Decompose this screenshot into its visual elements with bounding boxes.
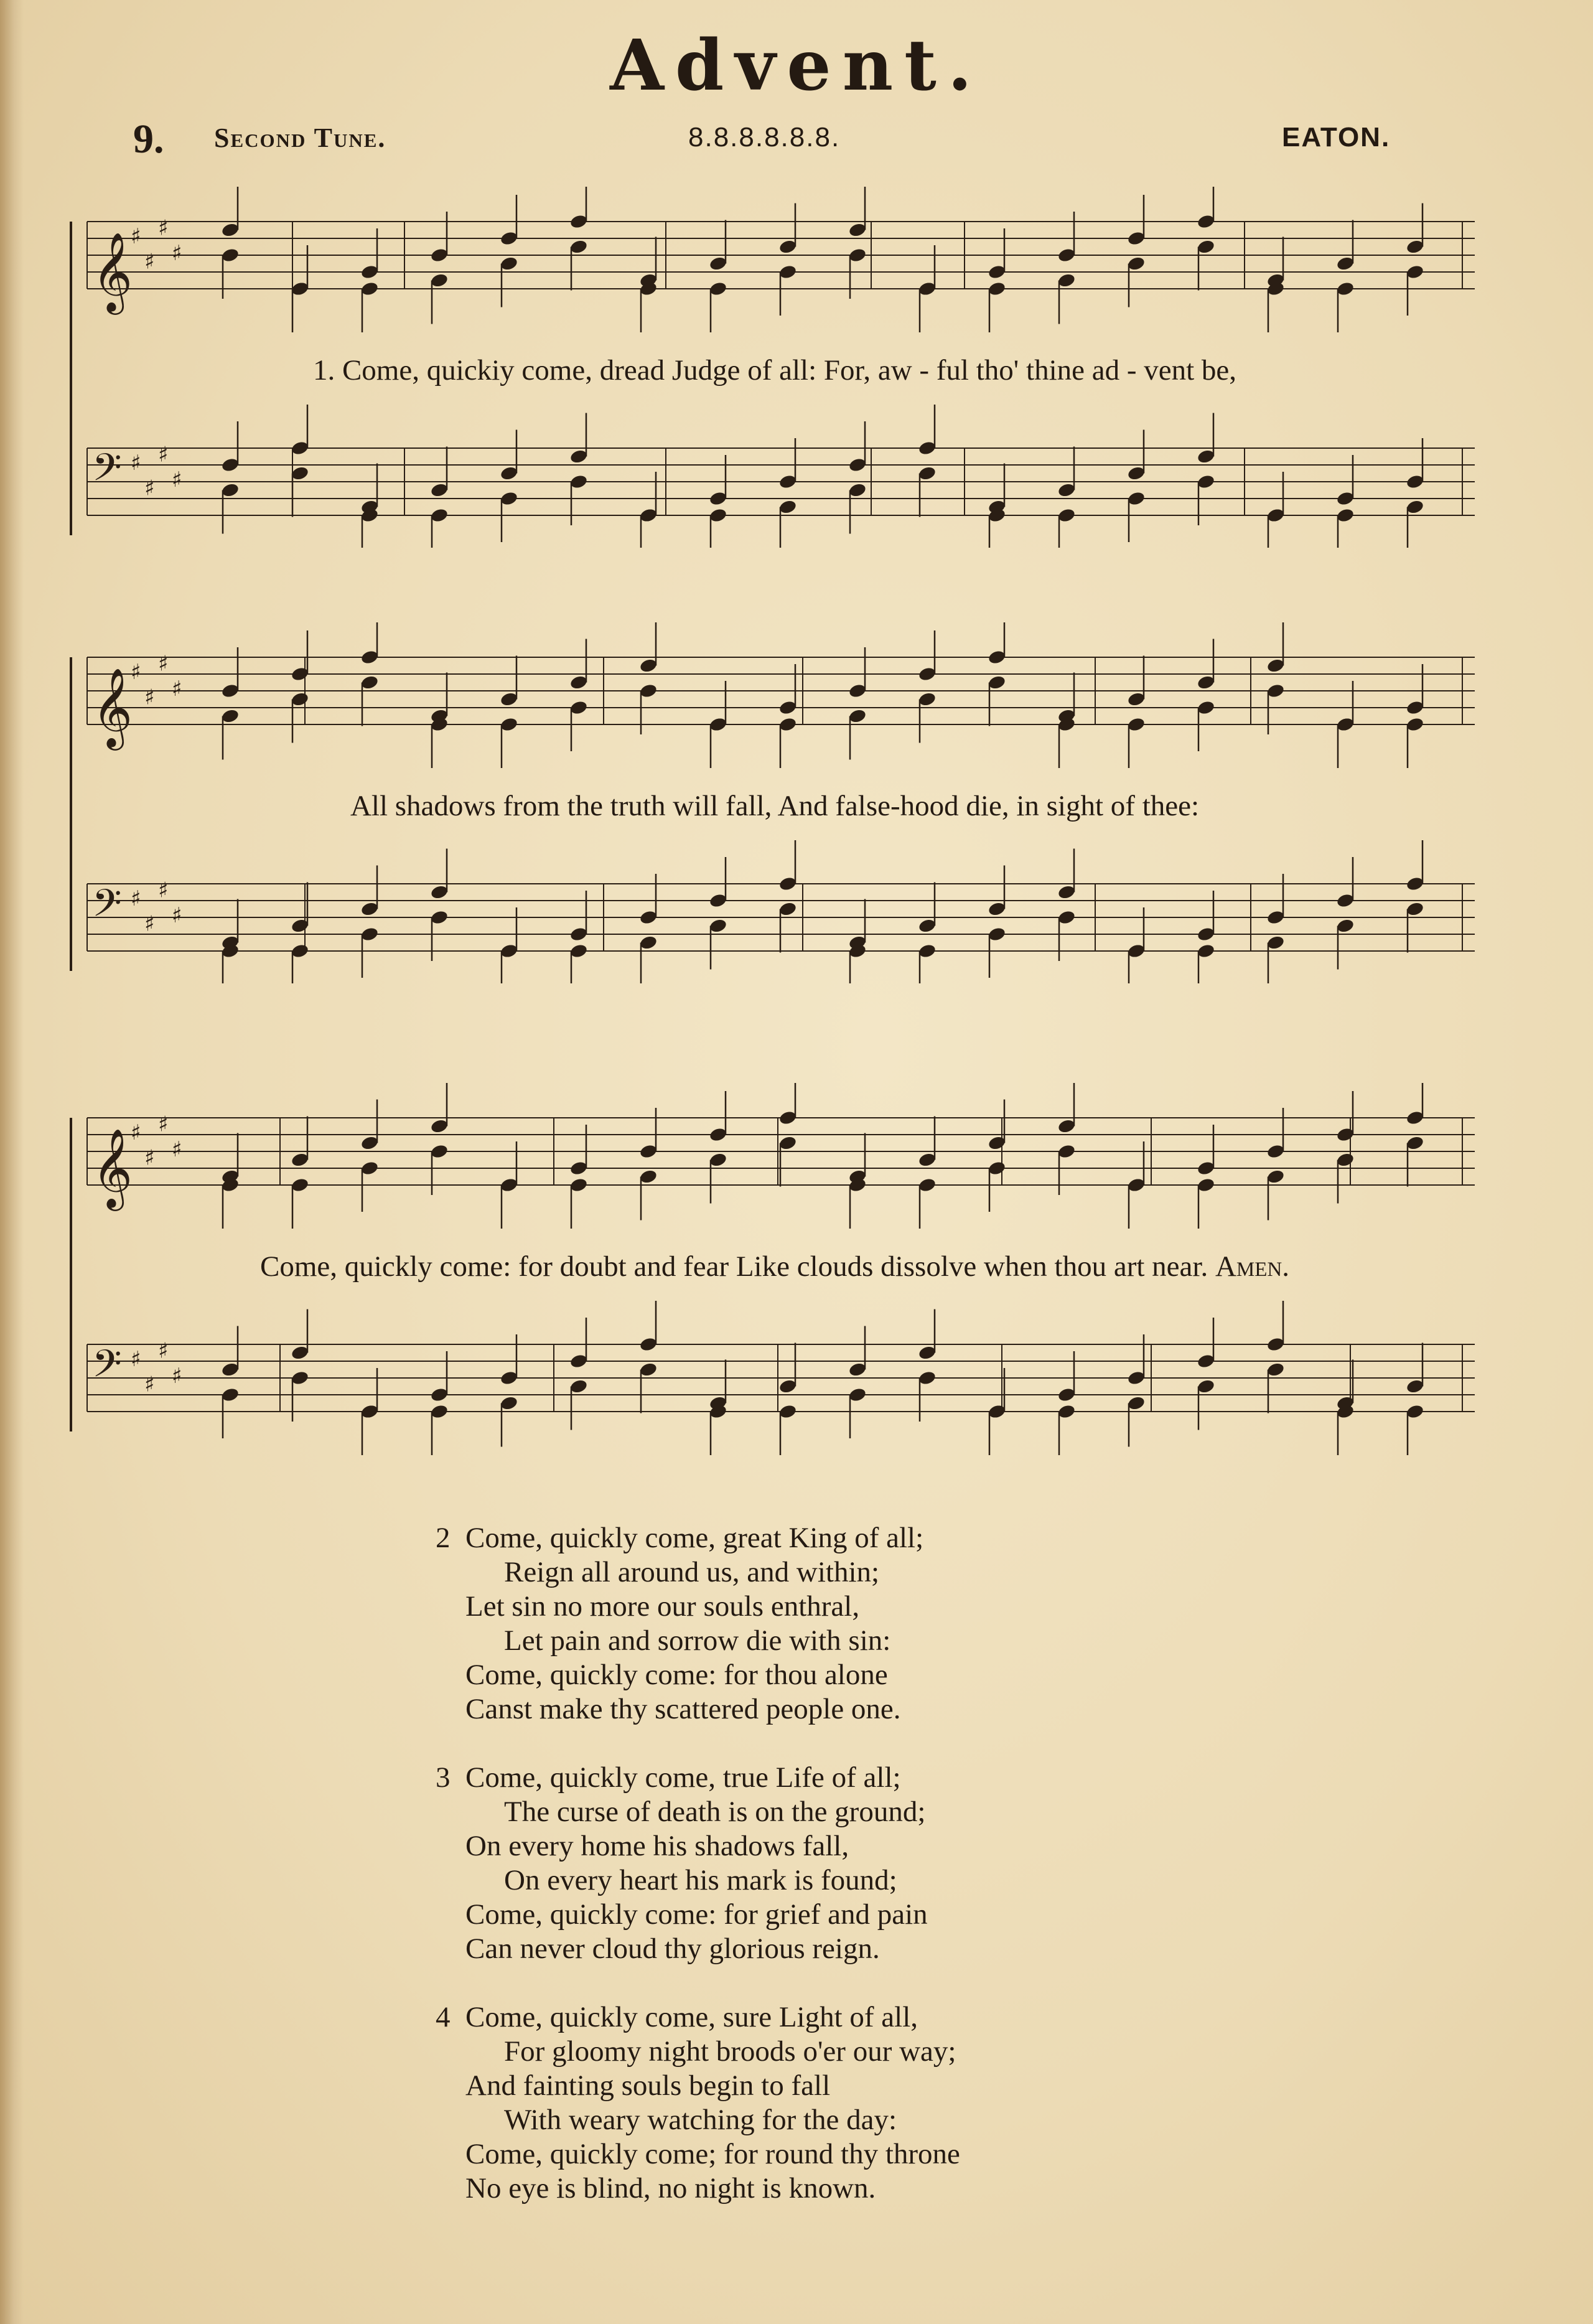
treble-clef: 𝄞: [92, 1128, 133, 1207]
note-head: [1406, 716, 1425, 733]
sharp-icon: ♯: [131, 1347, 141, 1372]
note-head: [360, 281, 380, 297]
note-head: [500, 1395, 519, 1412]
note-head: [500, 1177, 519, 1193]
note-head: [639, 909, 658, 925]
note-head: [1127, 943, 1146, 959]
note-head: [430, 273, 449, 289]
note-head: [1266, 909, 1286, 925]
note-head: [569, 1160, 589, 1176]
verse-4: [436, 2000, 960, 2206]
note-head: [1406, 1403, 1425, 1420]
note-head: [848, 1387, 867, 1403]
note-head: [848, 708, 867, 724]
note-head: [1197, 1353, 1216, 1369]
note-head: [360, 1135, 380, 1151]
note-head: [1197, 1177, 1216, 1193]
note-head: [1336, 507, 1355, 523]
note-head: [291, 466, 310, 482]
note-head: [1057, 884, 1077, 901]
sharp-icon: ♯: [158, 215, 169, 241]
note-head: [1197, 943, 1216, 959]
sharp-icon: ♯: [158, 1112, 169, 1137]
note-head: [778, 1110, 798, 1126]
note-head: [1266, 1336, 1286, 1352]
note-head: [1197, 474, 1216, 490]
lyric-line-1: 1. Come, quickiy come, dread Judge of all: For, aw - ful tho' thine ad - vent be,: [312, 354, 1237, 387]
sharp-icon: ♯: [131, 451, 141, 476]
note-head: [1057, 1143, 1077, 1160]
verse-number: 3: [436, 1761, 451, 1794]
note-head: [1127, 256, 1146, 272]
note-head: [639, 1143, 658, 1160]
note-head: [778, 901, 798, 917]
verse-line: Canst make thy scattered people one.: [465, 1693, 901, 1725]
note-head: [988, 926, 1007, 942]
note-head: [848, 247, 867, 263]
note-head: [918, 1152, 937, 1168]
note-head: [430, 884, 449, 901]
note-head: [430, 507, 449, 523]
note-head: [1406, 499, 1425, 515]
note-head: [291, 918, 310, 934]
note-head: [639, 1362, 658, 1378]
note-head: [1336, 918, 1355, 934]
note-head: [1057, 1387, 1077, 1403]
note-head: [988, 1135, 1007, 1151]
note-head: [500, 230, 519, 246]
note-head: [291, 943, 310, 959]
note-head: [360, 1403, 380, 1420]
verse-line: No eye is blind, no night is known.: [465, 2172, 876, 2205]
note-head: [500, 256, 519, 272]
note-head: [500, 1370, 519, 1386]
sharp-icon: ♯: [158, 1338, 169, 1364]
page-title: Advent.: [610, 25, 983, 106]
note-head: [1406, 901, 1425, 917]
note-head: [778, 1403, 798, 1420]
note-head: [918, 1370, 937, 1386]
music-system-3: [68, 1083, 1481, 1481]
note-head: [221, 222, 240, 238]
note-head: [639, 1336, 658, 1352]
sharp-icon: ♯: [131, 886, 141, 911]
note-head: [500, 943, 519, 959]
verse-2: [436, 1521, 960, 1727]
note-head: [569, 675, 589, 691]
note-head: [988, 675, 1007, 691]
note-head: [848, 222, 867, 238]
note-head: [1057, 1118, 1077, 1135]
note-head: [918, 466, 937, 482]
note-head: [1127, 716, 1146, 733]
treble-clef: 𝄞: [92, 232, 133, 311]
note-head: [778, 716, 798, 733]
verse-line: Come, quickly come; for round thy throne: [465, 2138, 960, 2170]
note-head: [778, 1379, 798, 1395]
note-head: [639, 683, 658, 699]
note-head: [639, 935, 658, 951]
note-head: [918, 691, 937, 708]
music-system-2: [68, 622, 1481, 983]
bass-clef: 𝄢: [92, 446, 122, 499]
note-head: [291, 691, 310, 708]
note-head: [639, 658, 658, 674]
note-head: [1197, 1379, 1216, 1395]
note-head: [848, 1362, 867, 1378]
note-head: [569, 1353, 589, 1369]
note-head: [1406, 264, 1425, 280]
note-head: [918, 281, 937, 297]
note-head: [709, 490, 728, 507]
note-head: [291, 666, 310, 682]
note-head: [709, 893, 728, 909]
note-head: [1406, 1110, 1425, 1126]
note-head: [1406, 1379, 1425, 1395]
note-head: [1127, 230, 1146, 246]
note-head: [569, 474, 589, 490]
bass-clef: 𝄢: [92, 1342, 122, 1395]
note-head: [988, 1160, 1007, 1176]
note-head: [221, 1387, 240, 1403]
note-head: [918, 1345, 937, 1361]
note-head: [1057, 909, 1077, 925]
note-head: [360, 901, 380, 917]
note-head: [1266, 683, 1286, 699]
sharp-icon: ♯: [158, 442, 169, 467]
sharp-icon: ♯: [172, 1364, 182, 1389]
note-head: [1336, 1152, 1355, 1168]
note-head: [291, 1177, 310, 1193]
note-head: [221, 457, 240, 473]
note-head: [709, 918, 728, 934]
verse-3: [436, 1761, 960, 1966]
sharp-icon: ♯: [172, 677, 182, 701]
note-head: [1266, 1362, 1286, 1378]
note-head: [1197, 239, 1216, 255]
sharp-icon: ♯: [144, 685, 155, 710]
note-head: [918, 440, 937, 456]
note-head: [569, 449, 589, 465]
note-head: [1406, 1135, 1425, 1151]
verse-line: Let sin no more our souls enthral,: [465, 1590, 860, 1623]
note-head: [709, 1127, 728, 1143]
note-head: [221, 708, 240, 724]
verse-number: 2: [436, 1522, 451, 1554]
verse-line: Come, quickly come, true Life of all;: [465, 1761, 901, 1794]
note-head: [988, 1403, 1007, 1420]
note-head: [221, 482, 240, 499]
note-head: [848, 482, 867, 499]
note-head: [1127, 466, 1146, 482]
sharp-icon: ♯: [172, 1137, 182, 1162]
note-head: [1336, 716, 1355, 733]
note-head: [988, 901, 1007, 917]
note-head: [1336, 281, 1355, 297]
sharp-icon: ♯: [172, 241, 182, 266]
note-head: [918, 666, 937, 682]
note-head: [360, 264, 380, 280]
note-head: [1197, 213, 1216, 230]
note-head: [430, 1403, 449, 1420]
note-head: [291, 1370, 310, 1386]
note-head: [1197, 1160, 1216, 1176]
note-head: [709, 256, 728, 272]
note-head: [569, 239, 589, 255]
sharp-icon: ♯: [144, 476, 155, 501]
note-head: [1266, 1169, 1286, 1185]
additional-verses: [436, 1521, 960, 2240]
note-head: [569, 1177, 589, 1193]
lyric-line-2: All shadows from the truth will fall, And false-hood die, in sight of thee:: [350, 790, 1200, 822]
sharp-icon: ♯: [144, 1372, 155, 1397]
note-head: [430, 1143, 449, 1160]
note-head: [569, 1379, 589, 1395]
note-head: [1406, 474, 1425, 490]
sharp-icon: ♯: [131, 660, 141, 685]
music-system-1: [68, 187, 1481, 548]
note-head: [778, 264, 798, 280]
verse-line: Reign all around us, and within;: [504, 1556, 880, 1588]
note-head: [1336, 893, 1355, 909]
sharp-icon: ♯: [158, 878, 169, 903]
note-head: [1057, 507, 1077, 523]
verse-line: On every home his shadows fall,: [465, 1830, 849, 1862]
amen-label: Amen.: [1215, 1250, 1289, 1283]
note-head: [918, 1177, 937, 1193]
verse-number: 4: [436, 2001, 451, 2033]
bass-clef: 𝄢: [92, 881, 122, 935]
note-head: [221, 1362, 240, 1378]
note-head: [569, 700, 589, 716]
note-head: [1127, 691, 1146, 708]
note-head: [709, 716, 728, 733]
verse-line: The curse of death is on the ground;: [504, 1796, 926, 1828]
sharp-icon: ♯: [158, 651, 169, 677]
note-head: [1057, 273, 1077, 289]
note-head: [569, 943, 589, 959]
verse-line: With weary watching for the day:: [504, 2104, 897, 2136]
note-head: [291, 1345, 310, 1361]
sharp-icon: ♯: [131, 1120, 141, 1145]
hymn-number: 9.: [133, 116, 164, 162]
note-head: [500, 716, 519, 733]
note-head: [500, 490, 519, 507]
note-head: [1057, 482, 1077, 499]
note-head: [430, 1387, 449, 1403]
note-head: [291, 1152, 310, 1168]
note-head: [1127, 1395, 1146, 1412]
note-head: [360, 1160, 380, 1176]
note-head: [1197, 449, 1216, 465]
note-head: [1057, 1403, 1077, 1420]
note-head: [639, 1169, 658, 1185]
note-head: [221, 683, 240, 699]
note-head: [848, 457, 867, 473]
note-head: [988, 281, 1007, 297]
note-head: [500, 466, 519, 482]
note-head: [500, 691, 519, 708]
note-head: [221, 247, 240, 263]
lyric-line-3: [68, 1250, 1481, 1283]
note-head: [1266, 658, 1286, 674]
note-head: [360, 649, 380, 665]
note-head: [778, 700, 798, 716]
note-head: [1266, 935, 1286, 951]
note-head: [569, 926, 589, 942]
sharp-icon: ♯: [144, 249, 155, 274]
note-head: [291, 440, 310, 456]
note-head: [291, 281, 310, 297]
note-head: [918, 918, 937, 934]
book-spine-shadow: [0, 0, 24, 2324]
note-head: [1057, 247, 1077, 263]
verse-line: Come, quickly come: for thou alone: [465, 1659, 888, 1691]
note-head: [988, 649, 1007, 665]
sharp-icon: ♯: [172, 467, 182, 492]
note-head: [1336, 256, 1355, 272]
note-head: [1197, 675, 1216, 691]
note-head: [1406, 876, 1425, 892]
note-head: [709, 507, 728, 523]
verse-line: Come, quickly come, sure Light of all,: [465, 2001, 918, 2033]
note-head: [1127, 1177, 1146, 1193]
note-head: [639, 507, 658, 523]
verse-line: Come, quickly come, great King of all;: [465, 1522, 924, 1554]
note-head: [778, 239, 798, 255]
note-head: [1266, 1143, 1286, 1160]
note-head: [778, 876, 798, 892]
note-head: [1197, 700, 1216, 716]
note-head: [709, 281, 728, 297]
sharp-icon: ♯: [172, 903, 182, 928]
note-head: [1406, 239, 1425, 255]
note-head: [430, 247, 449, 263]
tune-name: EATON.: [1282, 122, 1391, 152]
note-head: [1266, 507, 1286, 523]
note-head: [430, 1118, 449, 1135]
note-head: [848, 683, 867, 699]
note-head: [988, 264, 1007, 280]
note-head: [430, 482, 449, 499]
meter: 8.8.8.8.8.8.: [688, 122, 841, 152]
note-head: [778, 474, 798, 490]
verse-line: Let pain and sorrow die with sin:: [504, 1624, 891, 1657]
note-head: [360, 675, 380, 691]
verse-line: Can never cloud thy glorious reign.: [465, 1933, 880, 1965]
lyric-text-3: Come, quickly come: for doubt and fear Like clouds dissolve when thou art near.: [260, 1250, 1208, 1283]
note-head: [709, 1152, 728, 1168]
note-head: [430, 909, 449, 925]
sharp-icon: ♯: [144, 911, 155, 937]
verse-line: Come, quickly come: for grief and pain: [465, 1898, 928, 1931]
note-head: [569, 213, 589, 230]
sharp-icon: ♯: [131, 224, 141, 249]
note-head: [360, 926, 380, 942]
note-head: [1197, 926, 1216, 942]
sharp-icon: ♯: [144, 1145, 155, 1171]
note-head: [778, 1135, 798, 1151]
note-head: [1336, 490, 1355, 507]
note-head: [1127, 490, 1146, 507]
note-head: [918, 943, 937, 959]
tune-label: Second Tune.: [214, 123, 386, 153]
note-head: [1336, 1127, 1355, 1143]
verse-line: On every heart his mark is found;: [504, 1864, 897, 1896]
note-head: [778, 499, 798, 515]
note-head: [1406, 700, 1425, 716]
verse-line: And fainting souls begin to fall: [465, 2069, 831, 2102]
treble-clef: 𝄞: [92, 667, 133, 747]
verse-line: For gloomy night broods o'er our way;: [504, 2035, 956, 2068]
note-head: [1127, 1370, 1146, 1386]
